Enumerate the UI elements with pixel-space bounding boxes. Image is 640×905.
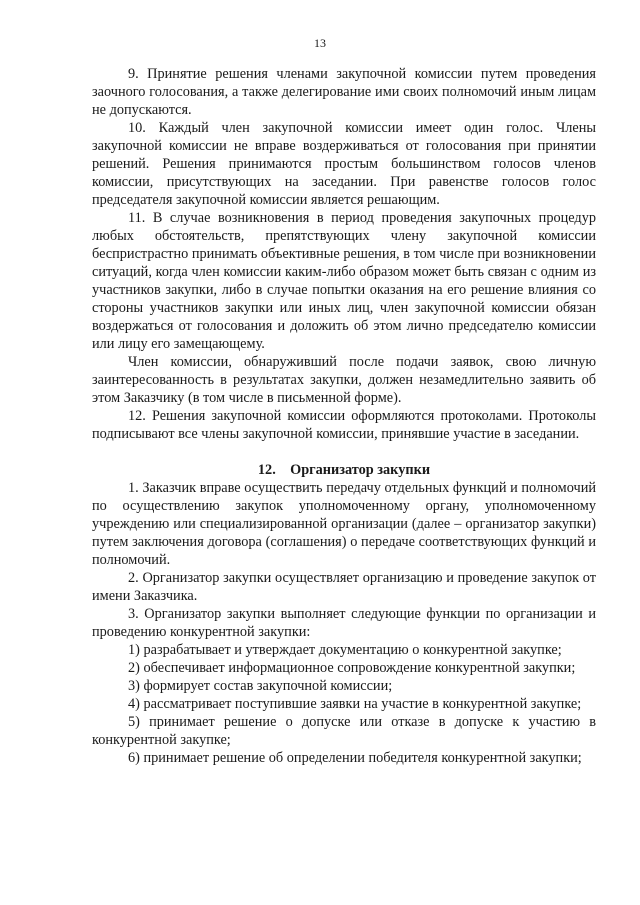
section-paragraph-3: 3. Организатор закупки выполняет следующие функции по организации и проведению конкурентной закупки: <box>92 606 596 640</box>
paragraph-11-note: Член комиссии, обнаруживший после подачи заявок, свою личную заинтересованность в результатах закупки, должен незамедлительно заявить об этом Заказчику (в том числе в письменной форме). <box>92 354 596 406</box>
paragraph-11: 11. В случае возникновения в период проведения закупочных процедур любых обстоятельств, препятствующих члену закупочной комиссии беспристрастно принимать объективные решения, в том числе при возникновении ситуаций, когда член комиссии каким-либо образом может быть связан с одним из участников закупки, либо в случае попытки оказания на его решение влияния со стороны участников закупки или иных лиц, член закупочной комиссии обязан воздержаться от голосования и доложить об этом лично председателю комиссии или лицу его замещающему. <box>92 210 596 352</box>
function-item-6: 6) принимает решение об определении победителя конкурентной закупки; <box>128 750 582 766</box>
function-item-1: 1) разрабатывает и утверждает документацию о конкурентной закупке; <box>128 642 562 658</box>
function-item-3: 3) формирует состав закупочной комиссии; <box>128 678 393 694</box>
page-number: 13 <box>314 36 326 50</box>
paragraph-10: 10. Каждый член закупочной комиссии имеет один голос. Члены закупочной комиссии не вправе воздерживаться от голосования при принятии решений. Решения принимаются простым большинством голосов членов комиссии, присутствующих на заседании. При равенстве голосов голос председателя закупочной комиссии является решающим. <box>92 120 596 208</box>
function-item-4: 4) рассматривает поступившие заявки на участие в конкурентной закупке; <box>128 696 582 712</box>
section-title: 12. Организатор закупки <box>257 462 431 478</box>
function-item-5: 5) принимает решение о допуске или отказе в допуске к участию в конкурентной закупке; <box>92 714 596 748</box>
paragraph-12: 12. Решения закупочной комиссии оформляются протоколами. Протоколы подписывают все члены закупочной комиссии, принявшие участие в заседании. <box>92 408 596 442</box>
section-paragraph-2: 2. Организатор закупки осуществляет организацию и проведение закупок от имени Заказчика. <box>92 570 596 604</box>
document-body <box>92 65 596 767</box>
section-paragraph-1: 1. Заказчик вправе осуществить передачу отдельных функций и полномочий по осуществлению закупок уполномоченному органу, уполномоченному учреждению или специализированной организации (далее – организатор закупки) путем заключения договора (соглашения) о передаче соответствующих функций и полномочий. <box>92 480 596 568</box>
paragraph-9: 9. Принятие решения членами закупочной комиссии путем проведения заочного голосования, а также делегирование ими своих полномочий иным лицам не допускаются. <box>92 66 596 118</box>
function-item-2: 2) обеспечивает информационное сопровождение конкурентной закупки; <box>128 660 576 676</box>
